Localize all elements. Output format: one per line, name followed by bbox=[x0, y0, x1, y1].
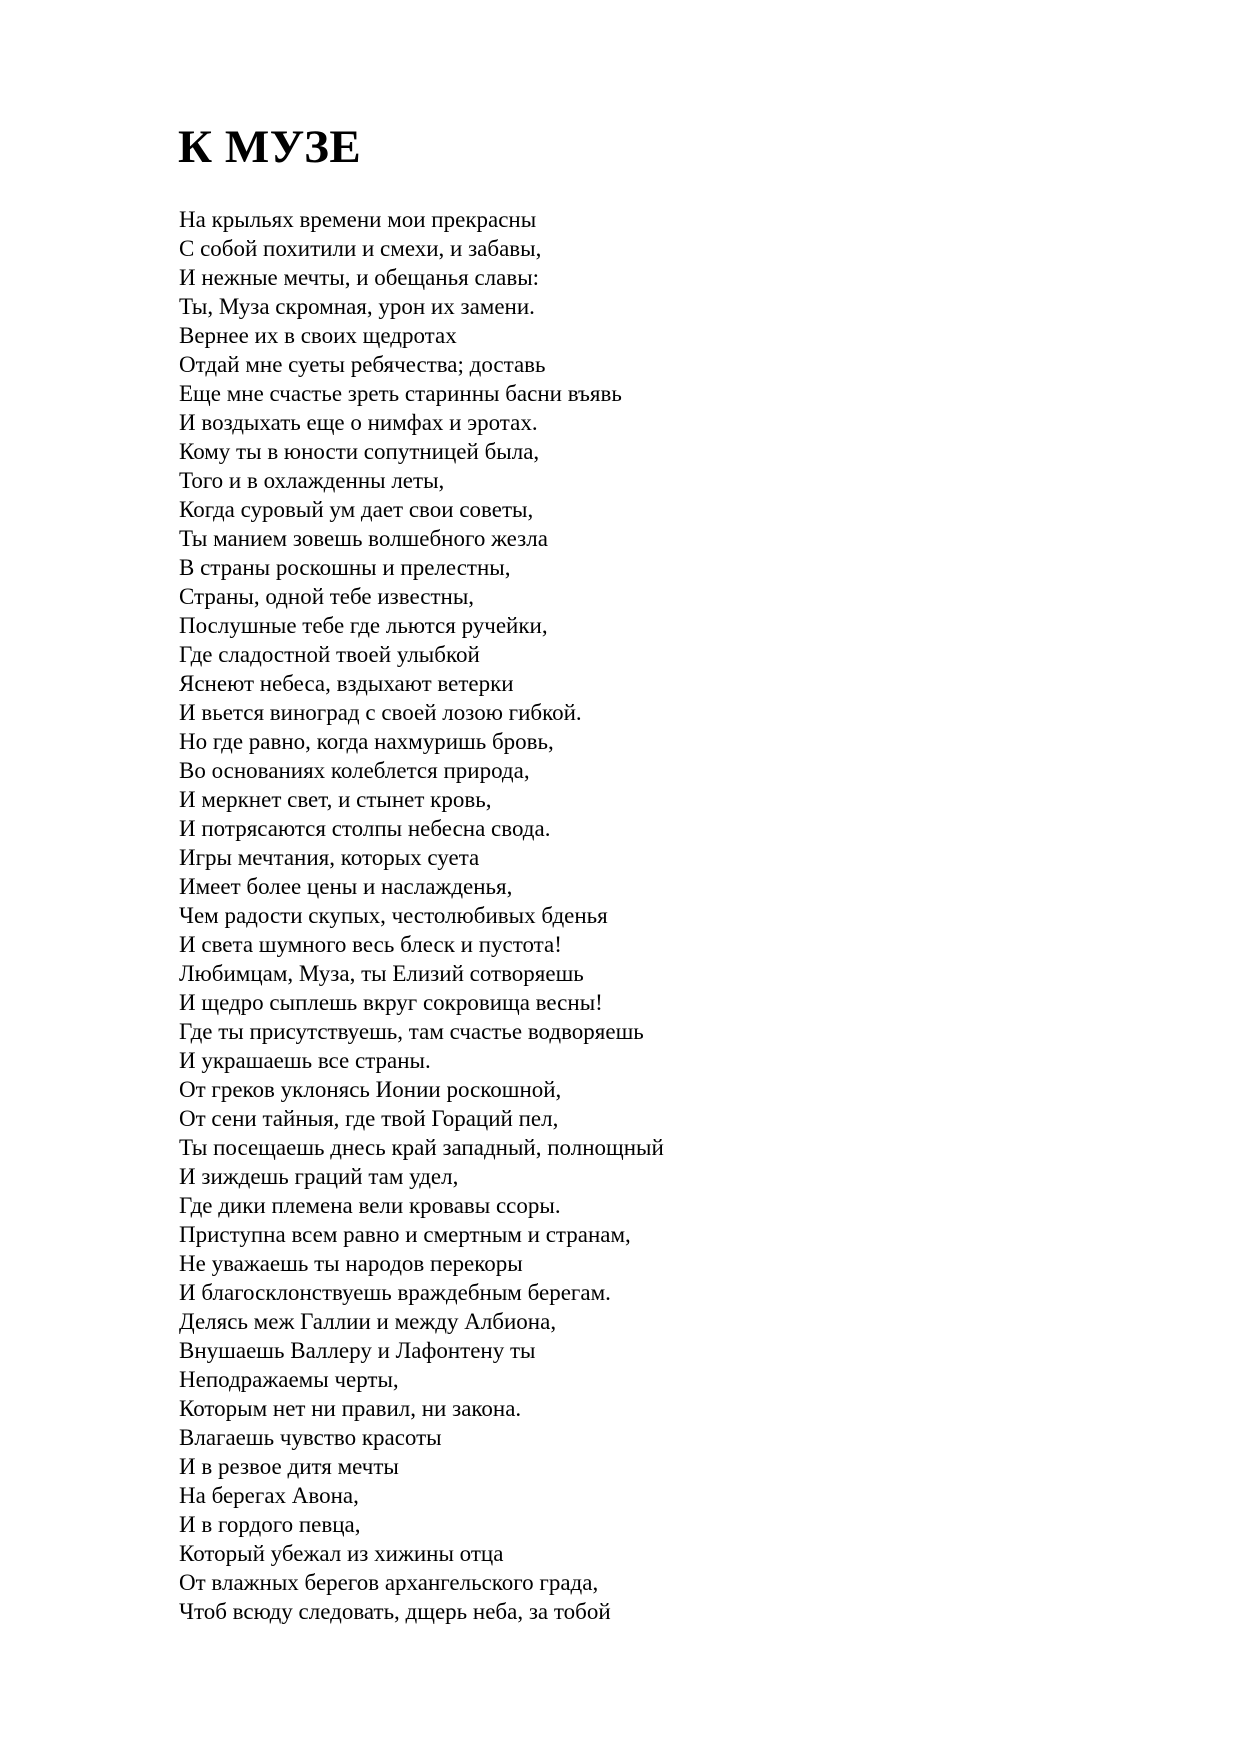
poem-line: На крыльях времени мои прекрасны bbox=[179, 207, 537, 232]
poem-line: Кому ты в юности сопутницей была, bbox=[179, 439, 540, 464]
poem-line: Где дики племена вели кровавы ссоры. bbox=[179, 1193, 561, 1218]
poem-line: Имеет более цены и наслажденья, bbox=[179, 874, 513, 899]
poem-line: С собой похитили и смехи, и забавы, bbox=[179, 236, 542, 261]
poem-line: И вьется виноград с своей лозою гибкой. bbox=[179, 700, 582, 725]
poem-line: И меркнет свет, и стынет кровь, bbox=[179, 787, 492, 812]
poem-line: Который убежал из хижины отца bbox=[179, 1541, 504, 1566]
poem-line: И воздыхать еще о нимфах и эротах. bbox=[179, 410, 538, 435]
poem-line: Ты манием зовешь волшебного жезла bbox=[179, 526, 548, 551]
poem-line: И щедро сыплешь вкруг сокровища весны! bbox=[179, 990, 603, 1015]
poem-line: В страны роскошны и прелестны, bbox=[179, 555, 511, 580]
poem-line: И потрясаются столпы небесна свода. bbox=[179, 816, 551, 841]
poem-line: От сени тайныя, где твой Гораций пел, bbox=[179, 1106, 559, 1131]
poem-line: Отдай мне суеты ребячества; доставь bbox=[179, 352, 546, 377]
poem-line: Того и в охлажденны леты, bbox=[179, 468, 445, 493]
poem-line: И благосклонствуешь враждебным берегам. bbox=[179, 1280, 611, 1305]
poem-line: Во основаниях колеблется природа, bbox=[179, 758, 530, 783]
poem-line: Яснеют небеса, вздыхают ветерки bbox=[179, 671, 514, 696]
poem-line: Чтоб всюду следовать, дщерь неба, за тобой bbox=[179, 1599, 611, 1624]
poem-body bbox=[179, 205, 1179, 1626]
poem-line: От греков уклонясь Ионии роскошной, bbox=[179, 1077, 562, 1102]
poem-title: К МУЗЕ bbox=[178, 121, 362, 173]
poem-line: Которым нет ни правил, ни закона. bbox=[179, 1396, 522, 1421]
poem-line: И света шумного весь блеск и пустота! bbox=[179, 932, 562, 957]
poem-line: На берегах Авона, bbox=[179, 1483, 359, 1508]
poem-line: И зиждешь граций там удел, bbox=[179, 1164, 459, 1189]
poem-line: Но где равно, когда нахмуришь бровь, bbox=[179, 729, 554, 754]
poem-line: Где сладостной твоей улыбкой bbox=[179, 642, 480, 667]
poem-line: Ты, Муза скромная, урон их замени. bbox=[179, 294, 535, 319]
poem-line: Приступна всем равно и смертным и странам, bbox=[179, 1222, 631, 1247]
poem-line: Где ты присутствуешь, там счастье водворяешь bbox=[179, 1019, 644, 1044]
poem-line: Послушные тебе где льются ручейки, bbox=[179, 613, 548, 638]
poem-line: Когда суровый ум дает свои советы, bbox=[179, 497, 534, 522]
poem-line: И украшаешь все страны. bbox=[179, 1048, 431, 1073]
poem-line: И в гордого певца, bbox=[179, 1512, 361, 1537]
poem-line: Игры мечтания, которых суета bbox=[179, 845, 480, 870]
poem-line: Вернее их в своих щедротах bbox=[179, 323, 457, 348]
poem-line: Страны, одной тебе известны, bbox=[179, 584, 475, 609]
poem-line: Внушаешь Валлеру и Лафонтену ты bbox=[179, 1338, 536, 1363]
poem-line: Делясь меж Галлии и между Албиона, bbox=[179, 1309, 557, 1334]
poem-line: И в резвое дитя мечты bbox=[179, 1454, 399, 1479]
poem-line: Влагаешь чувство красоты bbox=[179, 1425, 442, 1450]
poem-line: Еще мне счастье зреть старинны басни въявь bbox=[179, 381, 622, 406]
poem-line: От влажных берегов архангельского града, bbox=[179, 1570, 599, 1595]
poem-line: Неподражаемы черты, bbox=[179, 1367, 399, 1392]
poem-line: Чем радости скупых, честолюбивых бденья bbox=[179, 903, 608, 928]
poem-line: И нежные мечты, и обещанья славы: bbox=[179, 265, 540, 290]
poem-line: Ты посещаешь днесь край западный, полнощный bbox=[179, 1135, 664, 1160]
poem-line: Не уважаешь ты народов перекоры bbox=[179, 1251, 523, 1276]
poem-line: Любимцам, Муза, ты Елизий сотворяешь bbox=[179, 961, 584, 986]
